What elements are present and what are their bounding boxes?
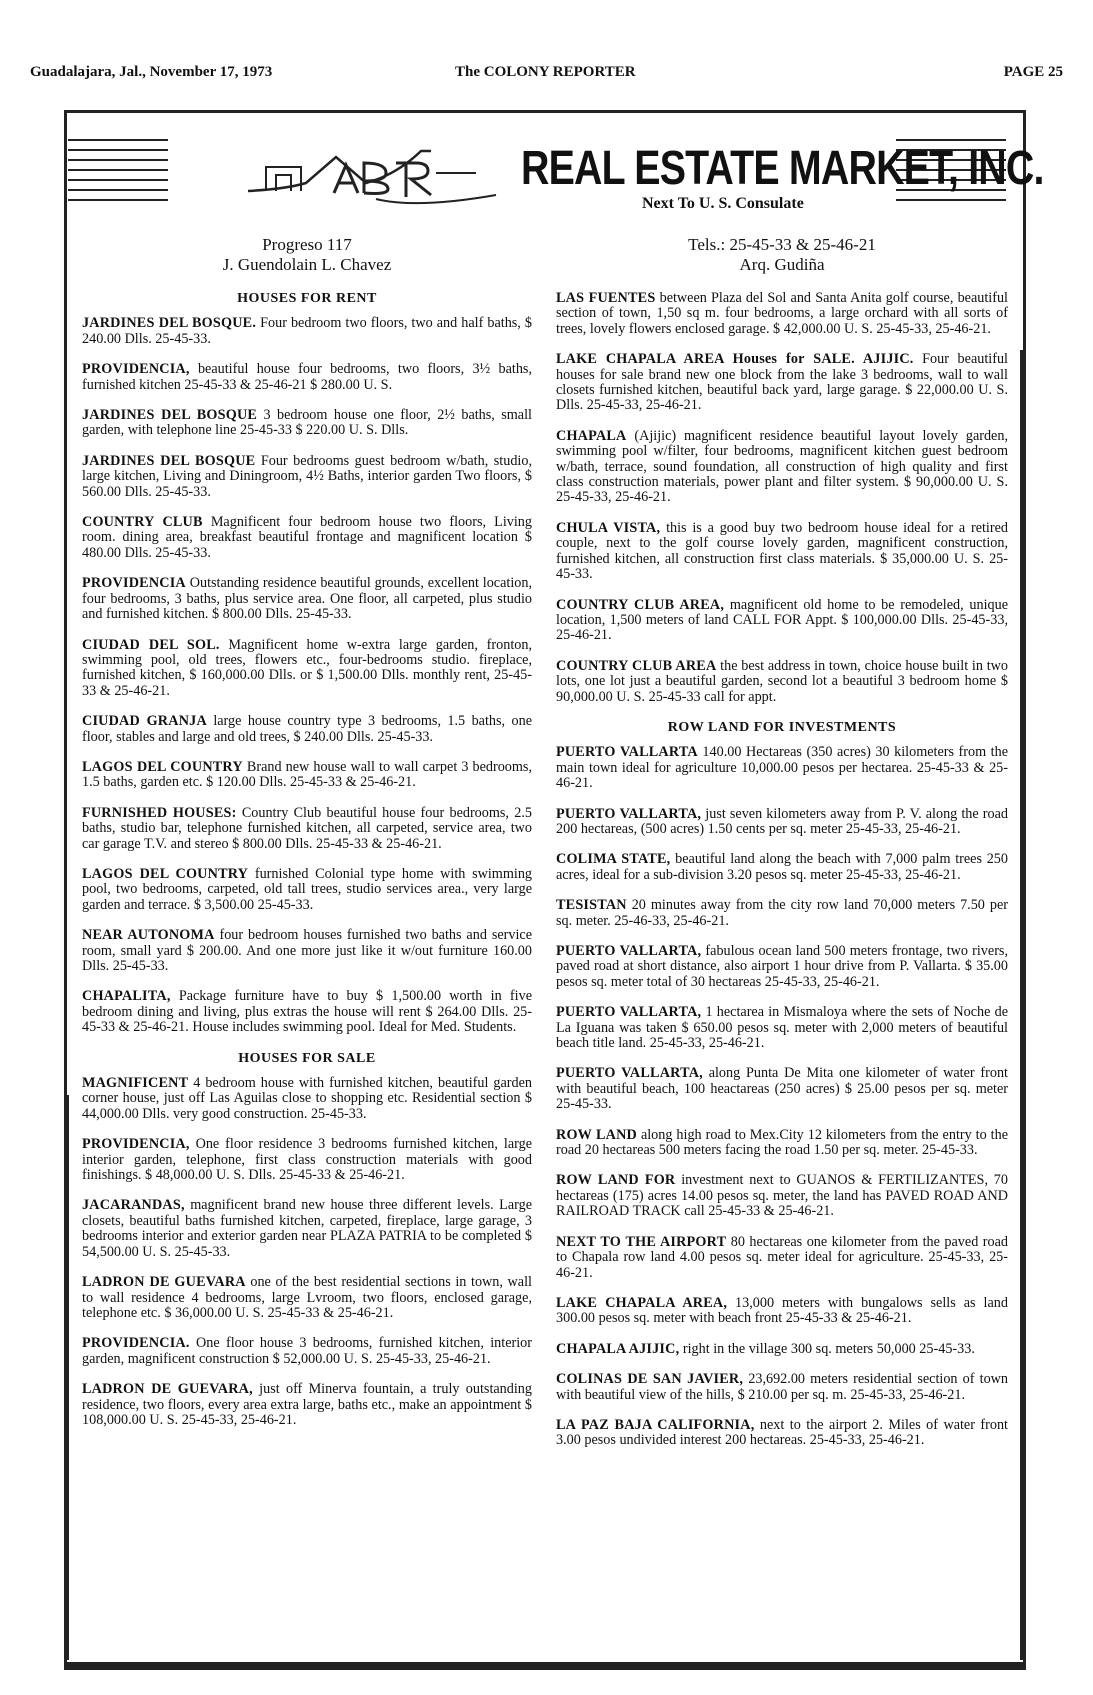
classified-ad (82, 714, 532, 745)
company-subtitle: Next To U. S. Consulate (642, 195, 804, 212)
phone-numbers: Tels.: 25-45-33 & 25-46-21 (688, 235, 876, 254)
classified-ad (82, 408, 532, 439)
company-title: REAL ESTATE MARKET, INC. (521, 142, 1044, 195)
office-address: Progreso 117 (262, 235, 352, 254)
ad-lead: PUERTO VALLARTA, (556, 1065, 703, 1082)
ad-lead: PUERTO VALLARTA, (556, 943, 702, 959)
ad-lead: JACARANDAS, (82, 1197, 185, 1214)
left-edge-bar (66, 1095, 69, 1660)
ad-lead: COLIMA STATE, (556, 851, 671, 868)
dateline: Guadalajara, Jal., November 17, 1973 (30, 64, 273, 80)
ad-lead: ROW LAND FOR (556, 1172, 676, 1189)
ad-text: next to the airport 2. Miles of water front 3.00 pesos undivided interest 200 hectareas. 25-45-33, 25-46-21. (556, 1416, 1008, 1449)
classified-ad (556, 429, 1008, 506)
ad-text: 3 bedroom house one floor, 2½ baths, small garden, with telephone line 25-45-33 $ 220.00 U. S. Dlls. (82, 407, 532, 439)
right-edge-bar (1020, 350, 1023, 1660)
ad-lead: FURNISHED HOUSES: (82, 804, 237, 821)
ad-text: magnificent brand new house three different levels. Large closets, beautiful baths furnished kitchen, carpeted, fireplace, large garage, 3 bedrooms interior and exterior garden near PLAZA PATRIA to be completed $ 54,500.00 U. S. 25-45-33. (82, 1197, 532, 1260)
ad-text: One floor residence 3 bedrooms furnished kitchen, large interior garden, telephone, first class construction materials with good finishings. $ 48,000.00 U. S. Dlls. 25-45-33 & 25-46-21. (82, 1136, 532, 1184)
ad-lead: JARDINES DEL BOSQUE (82, 407, 258, 424)
ad-text: beautiful house four bedrooms, two floors, 3½ baths, furnished kitchen 25-45-33 & 25-46-21 $ 280.00 U. S. (82, 361, 532, 393)
ad-text: 20 minutes away from the city row land 70,000 meters 7.50 per sq. meter. 25-46-33, 25-46-21. (556, 897, 1008, 929)
ad-lead: COUNTRY CLUB AREA, (556, 596, 725, 613)
ad-lead: CHAPALITA, (82, 988, 171, 1005)
ad-text: Package furniture have to buy $ 1,500.00 worth in five bedroom dining and living, plus extras the house will rent $ 264.00 Dlls. 25-45-33 & 25-46-21. House includes swimming pool. Ideal for Med. Students. (82, 988, 532, 1036)
classified-ad (82, 1336, 532, 1367)
agent-name: J. Guendolain L. Chavez (222, 255, 392, 274)
ad-lead: COUNTRY CLUB AREA (556, 657, 717, 674)
classified-ad (556, 1372, 1008, 1403)
classified-ad (82, 515, 532, 561)
classified-ad (556, 1296, 1008, 1327)
newspaper-name: The COLONY REPORTER (455, 64, 636, 80)
ad-lead: PUERTO VALLARTA (556, 744, 698, 761)
classified-ad (82, 760, 532, 791)
ad-lead: CIUDAD GRANJA (82, 713, 207, 730)
page-number: PAGE 25 (1003, 64, 1063, 80)
land-heading: ROW LAND FOR INVESTMENTS (667, 719, 897, 735)
ad-lead: LAKE CHAPALA AREA Houses for SALE. AJIJIC. (556, 351, 914, 368)
ad-lead: LAGOS DEL COUNTRY (82, 865, 249, 882)
ad-lead: CHAPALA (556, 427, 627, 444)
ad-lead: PUERTO VALLARTA, (556, 1004, 702, 1021)
classified-ad (556, 291, 1008, 337)
ad-text: right in the village 300 sq. meters 50,000 25-45-33. (679, 1340, 975, 1357)
classified-ad (556, 598, 1008, 644)
classified-ad (556, 521, 1008, 583)
architect-name: Arq. Gudiña (739, 255, 825, 274)
classified-ad (556, 898, 1008, 929)
ad-text: Four bedroom two floors, two and half baths, $ 240.00 Dlls. 25-45-33. (82, 315, 532, 347)
ad-text: along Punta De Mita one kilometer of water front with beautiful beach, 100 heactareas (250 acres) $ 25.00 pesos per sq. meter 25-45-33. (556, 1065, 1008, 1113)
classified-ad (556, 852, 1008, 883)
classified-ad (556, 807, 1008, 838)
classified-ad (82, 638, 532, 700)
ad-lead: PROVIDENCIA, (82, 361, 190, 378)
classified-ad (556, 352, 1008, 414)
ad-text: large house country type 3 bedrooms, 1.5 baths, one floor, stables and large and old trees, $ 240.00 Dlls. 25-45-33. (82, 713, 532, 745)
classified-ad (82, 1076, 532, 1122)
classified-ad (82, 1382, 532, 1428)
ad-lead: LADRON DE GUEVARA (82, 1274, 246, 1291)
ad-lead: LAS FUENTES (556, 290, 656, 306)
classified-ad (82, 576, 532, 622)
frame-bottom-rule (64, 1662, 1026, 1668)
ad-lead: MAGNIFICENT (82, 1075, 189, 1092)
ad-text: Brand new house wall to wall carpet 3 bedrooms, 1.5 baths, garden etc. $ 120.00 Dlls. 25-45-33 & 25-46-21. (82, 758, 532, 791)
ad-lead: JARDINES DEL BOSQUE. (82, 315, 257, 332)
right-listings (556, 291, 1008, 705)
ad-lead: NEAR AUTONOMA (82, 927, 215, 944)
ad-text: One floor house 3 bedrooms, furnished kitchen, interior garden, magnificent construction $ 52,000.00 U. S. 25-45-33, 25-46-21. (82, 1335, 532, 1367)
ad-lead: LADRON DE GUEVARA, (82, 1381, 253, 1398)
ad-text: (Ajijic) magnificent residence beautiful layout lovely garden, swimming pool w/filter, four bedrooms, magnificent kitchen guest bedroom w/bath, terrace, sound foundation, all construction of high quality and first class construction materials, power plant and filter system. $ 90,000.00 U. S. 25-45-33, 25-46-21. (556, 427, 1008, 506)
ad-text: four bedroom houses furnished two baths and service room, small yard $ 200.00. And one more just like it w/out furniture 160.00 Dlls. 25-45-33. (82, 927, 532, 974)
ad-lead: PROVIDENCIA, (82, 1136, 190, 1153)
ad-lead: NEXT TO THE AIRPORT (556, 1233, 727, 1250)
classified-ad (82, 1137, 532, 1183)
ad-text: 80 hectareas one kilometer from the paved road to Chapala row land 4.00 pesos sq. meter ideal for agriculture. 25-45-33, 25-46-21. (556, 1233, 1008, 1281)
left-sections (82, 291, 532, 1428)
ad-lead: COUNTRY CLUB (82, 514, 203, 531)
ad-text: 13,000 meters with bungalows sells as land 300.00 pesos sq. meter with beach front 25-45-33 & 25-46-21. (556, 1294, 1008, 1327)
ad-lead: LAGOS DEL COUNTRY (82, 758, 243, 775)
classified-ad (82, 454, 532, 500)
classified-ad (556, 1173, 1008, 1219)
ad-lead: PROVIDENCIA. (82, 1335, 190, 1352)
ad-lead: ROW LAND (556, 1126, 637, 1143)
masthead (66, 113, 1044, 223)
classified-ad (82, 362, 532, 393)
ad-text: beautiful land along the beach with 7,000 palm trees 250 acres, ideal for a sub-division 3.20 pesos sq. meter 25-45-33, 25-46-21. (556, 851, 1008, 883)
ad-text: 140.00 Hectareas (350 acres) 30 kilometers from the main town ideal for agriculture 10,000.00 pesos per hectarea. 25-45-33 & 25-46-21. (556, 744, 1008, 792)
classified-ad (556, 1235, 1008, 1281)
section-heading: HOUSES FOR RENT (237, 291, 377, 306)
classified-ad (82, 989, 532, 1035)
ad-text: just off Minerva fountain, a truly outstanding residence, two floors, every area extra large, baths etc., make an appointment $ 108,000.00 U. S. 25-45-33, 25-46-21. (82, 1381, 532, 1428)
ad-text: 23,692.00 meters residential section of town with beautiful view of the hills, $ 210.00 per sq. m. 25-45-33, 25-46-21. (556, 1371, 1009, 1403)
classified-ad (82, 867, 532, 913)
classified-ad (556, 944, 1008, 990)
ad-text: the best address in town, choice house built in two lots, one lot just a beautiful garden, second lot a beautiful 3 bedroom home $ 90,000.00 U. S. 25-45-33 call for appt. (556, 657, 1008, 705)
classified-ad (556, 1005, 1008, 1051)
left-contact (82, 235, 532, 275)
ad-text: fabulous ocean land 500 meters frontage, two rivers, paved road at short distance, also airport 1 hour drive from P. Vallarta. $ 35.00 pesos sq. meter total of 30 hectareas 25-45-33, 25-46-21. (556, 943, 1008, 990)
classified-ad (556, 659, 1008, 705)
classified-ad (556, 745, 1008, 791)
masthead-rules-left (68, 139, 168, 209)
classified-ad (556, 1418, 1008, 1449)
classified-ad (82, 928, 532, 974)
left-column (82, 235, 532, 1443)
ad-text: this is a good buy two bedroom house ideal for a retired couple, next to the golf course lovely garden, magnificent construction, furnished kitchen, all construction first class materials. $ 35,000.00 U. S. 25-45-33. (556, 519, 1008, 583)
ad-lead: CIUDAD DEL SOL. (82, 636, 220, 653)
ad-text: investment next to GUANOS & FERTILIZANTES, 70 hectareas (175) acres 14.00 pesos sq. meter, the land has PAVED ROAD AND RAILROAD TRACK call 25-45-33 & 25-46-21. (556, 1172, 1008, 1220)
rem-logo-icon (246, 143, 506, 213)
ad-lead: COLINAS DE SAN JAVIER, (556, 1371, 744, 1388)
land-listings (556, 745, 1008, 1448)
ad-text: Outstanding residence beautiful grounds, excellent location, four bedrooms, 3 baths, plus service area. One floor, all carpeted, plus studio and furnished kitchen. $ 800.00 Dlls. 25-45-33. (82, 575, 532, 623)
ad-text: between Plaza del Sol and Santa Anita golf course, beautiful section of town, 1,50 sq m. four bedrooms, a large orchard with all sorts of trees, lovely flowers enclosed garage. $ 42,000.00 U. S. 25-45-33, 25-46-21. (556, 290, 1008, 337)
ad-lead: JARDINES DEL BOSQUE (82, 452, 256, 469)
ad-text: furnished Colonial type home with swimming pool, two bedrooms, carpeted, old tall trees, studio services area., very large garden and terrace. $ 3,500.00 25-45-33. (82, 865, 533, 913)
ad-text: 4 bedroom house with furnished kitchen, beautiful garden corner house, just off Las Aguilas close to shopping etc. Residential section $ 44,000.00 Dlls. very good construction. 25-45-33. (82, 1075, 532, 1122)
ad-text: Magnificent home w-extra large garden, fronton, swimming pool, old trees, flowers etc., four-bedrooms studio. fireplace, furnished kitchen, $ 160,000.00 Dlls. or $ 1,500.00 Dlls. monthly rent, 25-45-33 & 25-46-21. (82, 636, 532, 699)
ad-text: 1 hectarea in Mismaloya where the sets of Noche de La Iguana was taken $ 650.00 pesos sq. meter with 2,000 meters of beautiful beach title land. 25-45-33, 25-46-21. (556, 1004, 1008, 1052)
classified-ad (556, 1128, 1008, 1159)
ad-lead: CHAPALA AJIJIC, (556, 1340, 680, 1357)
ad-lead: TESISTAN (556, 897, 627, 914)
ad-text: Four bedrooms guest bedroom w/bath, studio, large kitchen, Living and Diningroom, 4½ Baths, interior garden Two floors, $ 560.00 Dlls. 25-45-33. (82, 452, 532, 500)
right-column (556, 235, 1008, 1464)
ad-text: Country Club beautiful house four bedrooms, 2.5 baths, studio bar, telephone furnished kitchen, all carpeted, service area, two car garage T.V. and stereo $ 800.00 Dlls. 25-45-33 & 25-46-21. (82, 804, 532, 852)
section-heading: HOUSES FOR SALE (238, 1050, 376, 1066)
classified-ad (82, 1198, 532, 1260)
classified-ad (556, 1342, 1008, 1357)
ad-text: one of the best residential sections in town, wall to wall residence 4 bedrooms, large Lvroom, two floors, enclosed garage, telephone etc. $ 36,000.00 U. S. 25-45-33 & 25-46-21. (82, 1274, 532, 1321)
ad-text: just seven kilometers away from P. V. along the road 200 hectareas, (500 acres) 1.50 cents per sq. meter 25-45-33, 25-46-21. (556, 805, 1008, 837)
ad-lead: CHULA VISTA, (556, 519, 661, 536)
classified-ad (556, 1066, 1008, 1112)
classified-ad (82, 316, 532, 347)
ad-text: Four beautiful houses for sale brand new one block from the lake 3 bedrooms, wall to wall closets furnished kitchen, beautiful back yard, large garage. $ 22,000.00 U. S. Dlls. 25-45-33, 25-46-21. (556, 351, 1008, 414)
classified-ad (82, 1275, 532, 1321)
ad-text: along high road to Mex.City 12 kilometers from the entry to the road 20 hectareas 500 meters facing the road 1.50 per sq. meter. 25-45-33. (556, 1126, 1008, 1159)
ad-text: magnificent old home to be remodeled, unique location, 1,500 meters of land CALL FOR Appt. $ 100,000.00 Dlls. 25-45-33, 25-46-21. (556, 596, 1009, 644)
ad-lead: LA PAZ BAJA CALIFORNIA, (556, 1416, 755, 1433)
ad-lead: PROVIDENCIA (82, 575, 186, 592)
ad-text: Magnificent four bedroom house two floors, Living room. dining area, breakfast beautiful frontage and magnificent location $ 480.00 Dlls. 25-45-33. (82, 514, 532, 561)
ad-lead: LAKE CHAPALA AREA, (556, 1294, 728, 1311)
right-contact (556, 235, 1008, 275)
classified-ad (82, 806, 532, 852)
ad-lead: PUERTO VALLARTA, (556, 805, 702, 822)
